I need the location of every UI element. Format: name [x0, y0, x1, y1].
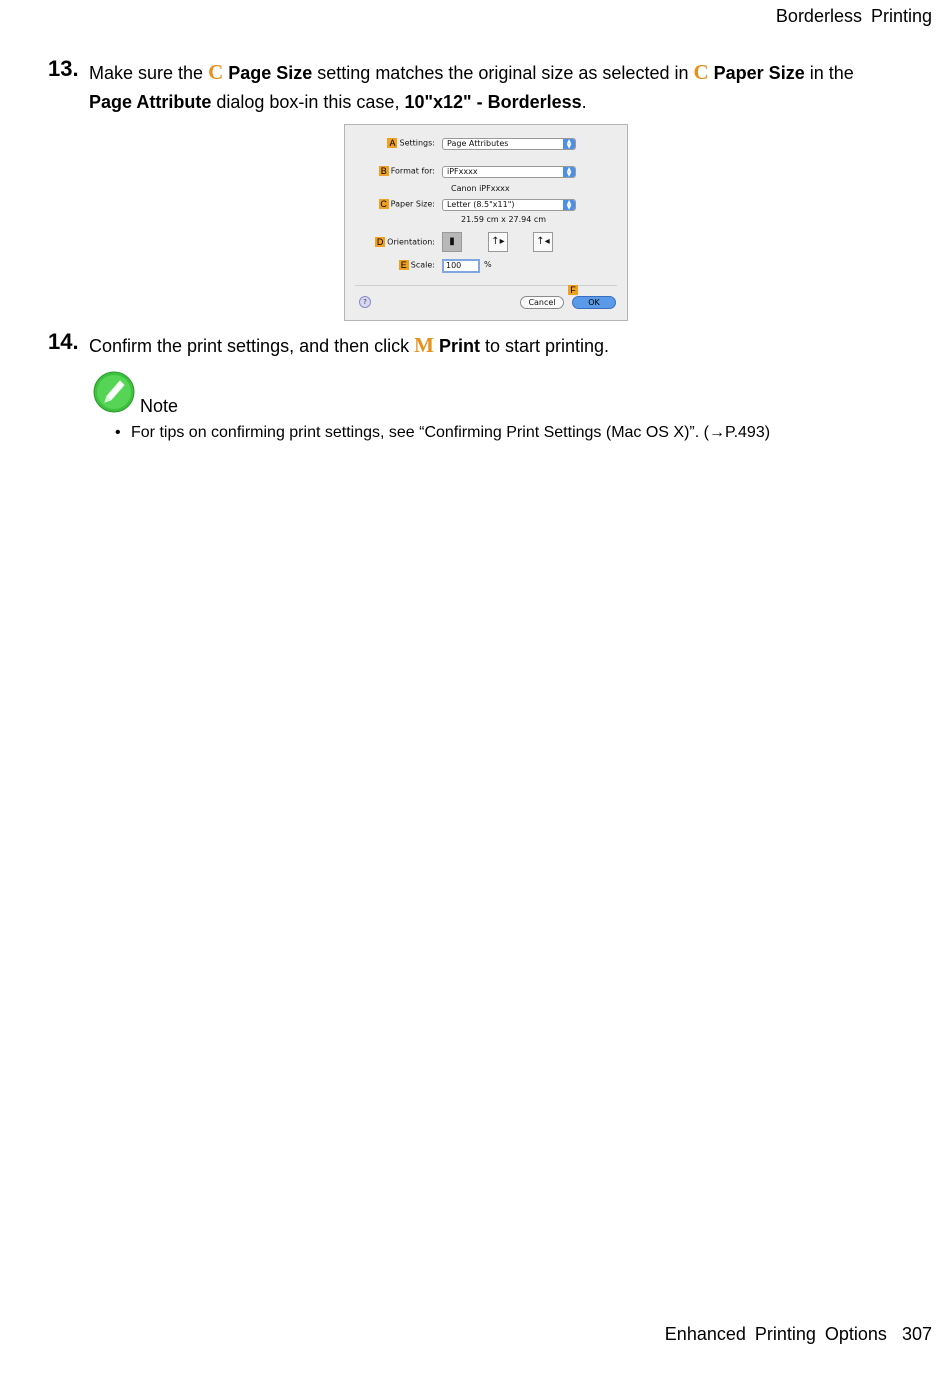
step-number: 14.: [48, 329, 79, 354]
text-run: in the: [804, 63, 854, 83]
cancel-button[interactable]: Cancel: [520, 296, 564, 309]
popup-value: Letter (8.5"x11"): [447, 200, 515, 209]
orientation-landscape-right-button[interactable]: [533, 232, 553, 252]
key-c: C: [693, 60, 709, 84]
label-text: Scale:: [410, 260, 435, 270]
callout-b: B: [380, 166, 387, 176]
scale-input[interactable]: 100: [442, 259, 480, 273]
format-for-label: [379, 166, 435, 176]
step-number: 13.: [48, 56, 79, 81]
text-run: to start printing.: [480, 336, 610, 356]
popup-value: Page Attributes: [447, 139, 509, 148]
label-text: Orientation:: [387, 237, 435, 247]
label-text: Paper Size:: [390, 199, 435, 209]
key-m: M: [414, 333, 434, 357]
callout-a: A: [389, 138, 396, 148]
scale-label: [399, 260, 435, 270]
running-header: Borderless Printing: [775, 6, 932, 26]
key-c: C: [208, 60, 224, 84]
callout-f: F: [568, 285, 578, 295]
text-run: .: [581, 92, 587, 112]
step-14: [48, 331, 908, 361]
term-print: Print: [433, 336, 480, 356]
scale-unit: %: [484, 260, 492, 269]
page-attributes-dialog: [344, 124, 628, 321]
page-number: 307: [901, 1324, 932, 1344]
term-borderless: 10"x12" - Borderless: [404, 92, 582, 112]
note-label: Note: [140, 396, 179, 416]
popup-value: iPFxxxx: [447, 167, 478, 176]
orientation-portrait-button[interactable]: [442, 232, 462, 252]
callout-e: E: [400, 260, 407, 270]
step-text: [89, 331, 908, 361]
text-run: Confirm the print settings, and then click: [89, 336, 415, 356]
term-page-size: Page Size: [223, 63, 313, 83]
portrait-icon: ▮: [449, 236, 455, 247]
popup-arrows-icon: ▲ ▼: [563, 167, 575, 177]
text-run: setting matches the original size as selected in: [312, 63, 694, 83]
paper-size-popup[interactable]: [442, 199, 576, 211]
label-text: Format for:: [390, 166, 435, 176]
format-for-popup[interactable]: [442, 166, 576, 178]
chapter-title: Enhanced Printing Options: [664, 1324, 887, 1344]
settings-popup[interactable]: [442, 138, 576, 150]
ok-button[interactable]: OK: [572, 296, 616, 309]
orientation-landscape-left-button[interactable]: [488, 232, 508, 252]
running-footer: [665, 1324, 932, 1345]
step-13: [48, 58, 908, 117]
note-pencil-icon: [93, 371, 135, 413]
paper-dimensions: 21.59 cm x 27.94 cm: [461, 215, 547, 224]
paper-size-label: [379, 199, 435, 209]
note-bullet: [115, 424, 770, 442]
popup-arrows-icon: ▲ ▼: [563, 200, 575, 210]
landscape-right-icon: ↑◂: [536, 236, 550, 247]
callout-d: D: [376, 237, 384, 247]
printer-name: Canon iPFxxxx: [451, 184, 510, 193]
step-text: [89, 58, 908, 117]
settings-label: [387, 138, 435, 148]
orientation-label: [375, 237, 435, 247]
text-run: dialog box-in this case,: [211, 92, 405, 112]
label-text: Settings:: [399, 138, 435, 148]
help-button[interactable]: ?: [359, 296, 371, 308]
landscape-left-icon: ↑▸: [491, 236, 505, 247]
note-text: For tips on confirming print settings, see “Confirming Print Settings (Mac OS X)”. (→P.493): [131, 424, 771, 441]
text-run: Make sure the: [89, 63, 209, 83]
callout-c: C: [380, 199, 387, 209]
bullet-glyph: •: [115, 424, 121, 441]
popup-arrows-icon: ▲ ▼: [563, 139, 575, 149]
term-paper-size: Paper Size: [708, 63, 805, 83]
term-page-attribute: Page Attribute: [89, 92, 212, 112]
